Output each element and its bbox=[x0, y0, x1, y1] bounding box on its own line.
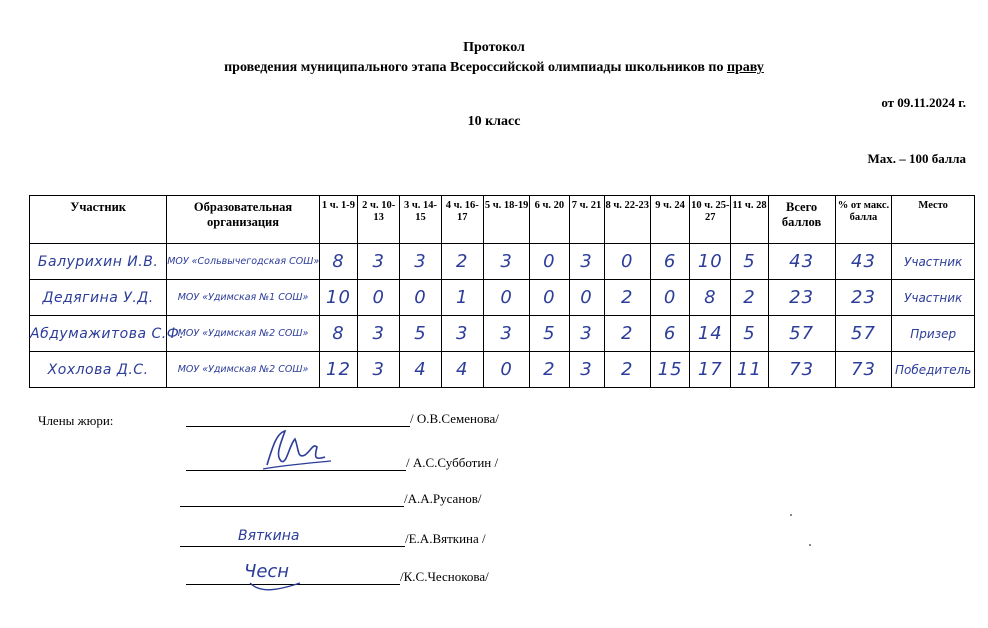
header-cell: 10 ч. 25-27 bbox=[690, 196, 731, 244]
table-row bbox=[30, 352, 975, 388]
task-score: 5 bbox=[400, 316, 441, 352]
header-cell: 11 ч. 28 bbox=[731, 196, 768, 244]
task-score: 2 bbox=[731, 280, 768, 316]
task-score: 4 bbox=[441, 352, 483, 388]
school-name: МОУ «Сольвычегодская СОШ» bbox=[167, 244, 320, 280]
task-score: 3 bbox=[569, 352, 604, 388]
task-score: 3 bbox=[483, 244, 529, 280]
total-score: 43 bbox=[768, 244, 835, 280]
task-score: 3 bbox=[569, 316, 604, 352]
place-result: Призер bbox=[892, 316, 975, 352]
task-score: 5 bbox=[731, 244, 768, 280]
participant-name: Хохлова Д.С. bbox=[30, 352, 167, 388]
jury-signature-line bbox=[180, 491, 482, 509]
task-score: 10 bbox=[319, 280, 357, 316]
header-cell: % от макс. балла bbox=[835, 196, 892, 244]
task-score: 0 bbox=[569, 280, 604, 316]
task-score: 5 bbox=[530, 316, 569, 352]
header-cell: 8 ч. 22-23 bbox=[604, 196, 650, 244]
task-score: 1 bbox=[441, 280, 483, 316]
place-result: Победитель bbox=[892, 352, 975, 388]
table-row bbox=[30, 244, 975, 280]
jury-member-name: /А.А.Русанов/ bbox=[404, 491, 482, 506]
signature-mark bbox=[255, 425, 335, 475]
task-score: 5 bbox=[731, 316, 768, 352]
participant-name: Дедягина У.Д. bbox=[30, 280, 167, 316]
task-score: 10 bbox=[690, 244, 731, 280]
subtitle-text: проведения муниципального этапа Всероссийской олимпиады школьников по bbox=[224, 60, 727, 75]
percent-score: 23 bbox=[835, 280, 892, 316]
task-score: 4 bbox=[400, 352, 441, 388]
task-score: 0 bbox=[358, 280, 400, 316]
document-title: Протокол bbox=[463, 40, 525, 55]
task-score: 6 bbox=[650, 244, 689, 280]
task-score: 0 bbox=[530, 280, 569, 316]
task-score: 3 bbox=[358, 352, 400, 388]
table-body bbox=[30, 244, 975, 388]
max-score: Max. – 100 балла bbox=[867, 151, 966, 166]
header-cell: 5 ч. 18-19 bbox=[483, 196, 529, 244]
school-name: МОУ «Удимская №2 СОШ» bbox=[167, 316, 320, 352]
task-score: 12 bbox=[319, 352, 357, 388]
jury-member-name: /Е.А.Вяткина / bbox=[405, 531, 486, 546]
table-row bbox=[30, 316, 975, 352]
grade-label: 10 класс bbox=[467, 114, 521, 129]
signature-text: Чесн bbox=[244, 561, 290, 582]
total-score: 23 bbox=[768, 280, 835, 316]
task-score: 2 bbox=[530, 352, 569, 388]
task-score: 3 bbox=[483, 316, 529, 352]
task-score: 3 bbox=[358, 316, 400, 352]
signature-underline bbox=[180, 492, 404, 507]
task-score: 11 bbox=[731, 352, 768, 388]
header-cell: 1 ч. 1-9 bbox=[319, 196, 357, 244]
task-score: 0 bbox=[604, 244, 650, 280]
task-score: 0 bbox=[400, 280, 441, 316]
header-cell: 9 ч. 24 bbox=[650, 196, 689, 244]
participant-name: Абдумажитова С.Ф. bbox=[30, 316, 167, 352]
place-result: Участник bbox=[892, 244, 975, 280]
task-score: 3 bbox=[358, 244, 400, 280]
jury-signature-line bbox=[180, 531, 486, 549]
header-cell: 4 ч. 16-17 bbox=[441, 196, 483, 244]
header-cell: 6 ч. 20 bbox=[530, 196, 569, 244]
header-cell: Всего баллов bbox=[768, 196, 835, 244]
scan-speck bbox=[790, 514, 792, 516]
total-score: 57 bbox=[768, 316, 835, 352]
task-score: 8 bbox=[690, 280, 731, 316]
school-name: МОУ «Удимская №1 СОШ» bbox=[167, 280, 320, 316]
results-table bbox=[29, 195, 975, 388]
participant-name: Балурихин И.В. bbox=[30, 244, 167, 280]
task-score: 0 bbox=[650, 280, 689, 316]
jury-signature-line bbox=[186, 455, 498, 473]
header-cell: 7 ч. 21 bbox=[569, 196, 604, 244]
total-score: 73 bbox=[768, 352, 835, 388]
percent-score: 73 bbox=[835, 352, 892, 388]
header-cell: 3 ч. 14-15 bbox=[400, 196, 441, 244]
protocol-date: от 09.11.2024 г. bbox=[881, 95, 966, 110]
task-score: 17 bbox=[690, 352, 731, 388]
task-score: 2 bbox=[604, 280, 650, 316]
jury-label: Члены жюри: bbox=[38, 413, 114, 428]
task-score: 6 bbox=[650, 316, 689, 352]
task-score: 0 bbox=[483, 280, 529, 316]
header-cell: Участник bbox=[30, 196, 167, 244]
document-subtitle bbox=[0, 60, 988, 76]
signature-text: Вяткина bbox=[238, 528, 300, 544]
task-score: 8 bbox=[319, 316, 357, 352]
percent-score: 57 bbox=[835, 316, 892, 352]
jury-signature-line bbox=[186, 411, 499, 429]
jury-member-name: / О.В.Семенова/ bbox=[410, 411, 499, 426]
jury-member-name: /К.С.Чеснокова/ bbox=[400, 569, 489, 584]
task-score: 2 bbox=[441, 244, 483, 280]
jury-member-name: / А.С.Субботин / bbox=[406, 455, 499, 470]
task-score: 0 bbox=[530, 244, 569, 280]
scan-speck bbox=[809, 544, 811, 546]
task-score: 3 bbox=[569, 244, 604, 280]
task-score: 2 bbox=[604, 316, 650, 352]
header-cell: 2 ч. 10-13 bbox=[358, 196, 400, 244]
place-result: Участник bbox=[892, 280, 975, 316]
task-score: 3 bbox=[400, 244, 441, 280]
header-cell: Образовательная организация bbox=[167, 196, 320, 244]
header-cell: Место bbox=[892, 196, 975, 244]
task-score: 14 bbox=[690, 316, 731, 352]
task-score: 0 bbox=[483, 352, 529, 388]
task-score: 8 bbox=[319, 244, 357, 280]
table-header-row bbox=[30, 196, 975, 244]
percent-score: 43 bbox=[835, 244, 892, 280]
table-row bbox=[30, 280, 975, 316]
task-score: 2 bbox=[604, 352, 650, 388]
jury-signature-line bbox=[186, 569, 489, 587]
task-score: 15 bbox=[650, 352, 689, 388]
signature-mark bbox=[236, 524, 326, 548]
signature-mark bbox=[240, 553, 320, 597]
school-name: МОУ «Удимская №2 СОШ» bbox=[167, 352, 320, 388]
task-score: 3 bbox=[441, 316, 483, 352]
subject-name: праву bbox=[726, 60, 764, 75]
